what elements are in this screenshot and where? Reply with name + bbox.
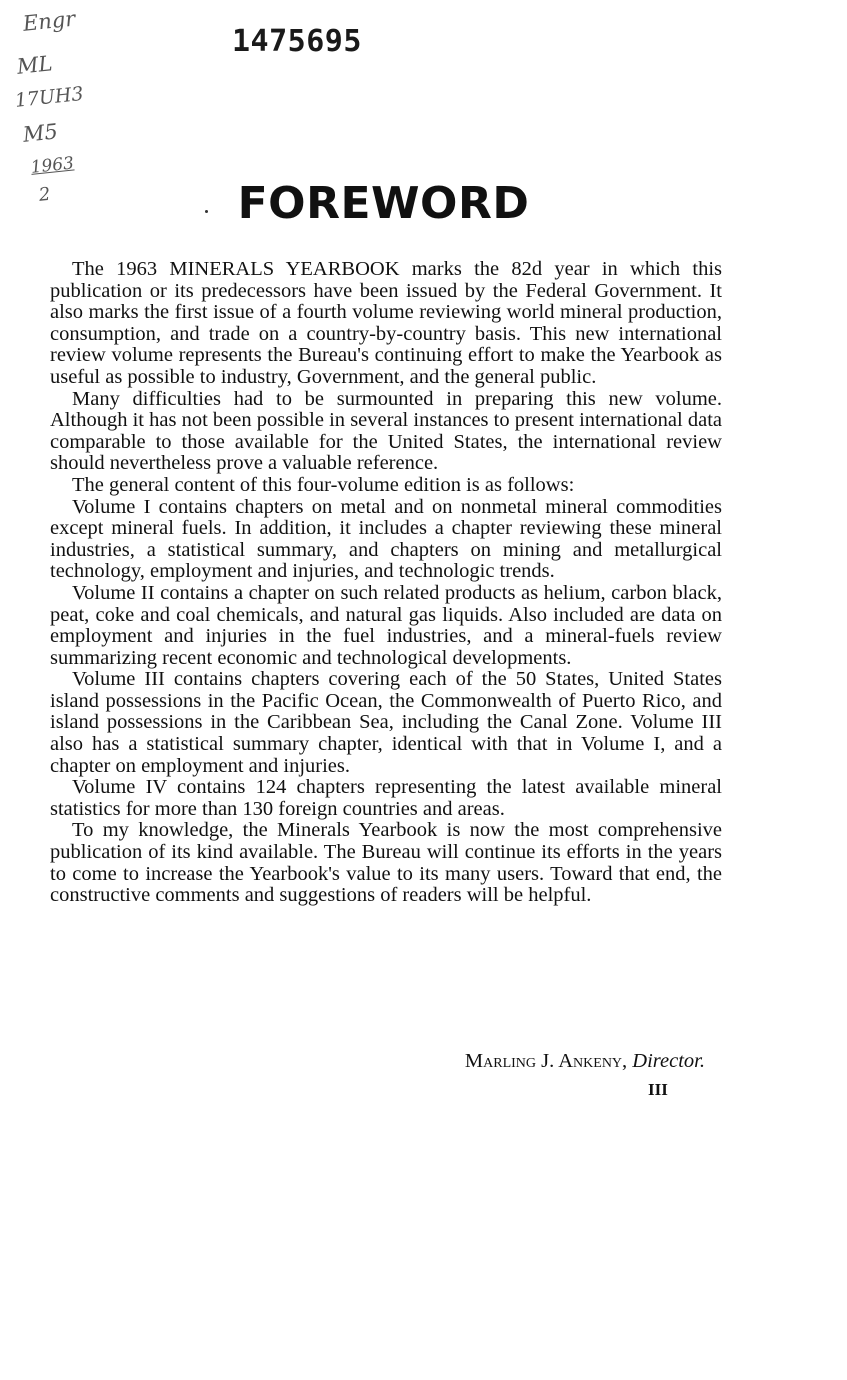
- margin-note: 2: [37, 183, 52, 206]
- accession-number: 1475695: [232, 24, 362, 59]
- paragraph: Volume IV contains 124 chapters representing the latest available mineral statistics for more than 130 foreign countries and areas.: [50, 776, 722, 820]
- signatory-title: Director.: [632, 1050, 705, 1072]
- signatory-name: Marling J. Ankeny,: [464, 1050, 628, 1072]
- margin-note: M5: [21, 119, 59, 147]
- paragraph: Volume I contains chapters on metal and on nonmetal mineral commodities except mineral fuels. In addition, it includes a chapter reviewing these mineral industries, a statistical summary, and chapters on mining and metallurgical technology, employment and injuries, and technologic trends.: [50, 495, 722, 583]
- margin-note: 1963: [29, 153, 75, 178]
- margin-note: Engr: [21, 6, 77, 36]
- page-number: III: [648, 1080, 668, 1099]
- paragraph: Volume III contains chapters covering each of the 50 States, United States island possessions in the Pacific Ocean, the Commonwealth of Puerto Rico, and island possessions in the Caribbean Sea, including the Canal Zone. Volume III also has a statistical summary chapter, identical with that in Volume I, and a chapter on employment and injuries.: [50, 668, 722, 777]
- signature: [465, 1050, 705, 1073]
- margin-note: ML: [15, 51, 54, 79]
- foreword-body: [50, 259, 722, 907]
- paragraph: The 1963 MINERALS YEARBOOK marks the 82d year in which this publication or its predecessors have been issued by the Federal Government. It also marks the first issue of a fourth volume reviewing world mineral production, consumption, and trade on a country-by-country basis. This new international review volume represents the Bureau's continuing effort to make the Yearbook as useful as possible to industry, Government, and the general public.: [50, 258, 722, 388]
- handwritten-margin-notes: [13, 6, 134, 206]
- margin-note: 17UH3: [13, 82, 85, 112]
- paragraph: To my knowledge, the Minerals Yearbook is now the most comprehensive publication of its kind available. The Bureau will continue its efforts in the years to come to increase the Yearbook's value to its many users. Toward that end, the constructive comments and suggestions of readers will be helpful.: [50, 819, 722, 907]
- paragraph: Many difficulties had to be surmounted in preparing this new volume. Although it has not been possible in several instances to present international data comparable to those available for the United States, the international review should nevertheless prove a valuable reference.: [50, 387, 722, 475]
- page-title: FOREWORD: [237, 178, 530, 229]
- paragraph: Volume II contains a chapter on such related products as helium, carbon black, peat, coke and coal chemicals, and natural gas liquids. Also included are data on employment and injuries in the fuel industries, and a mineral-fuels review summarizing recent economic and technological developments.: [50, 581, 722, 669]
- paragraph: The general content of this four-volume edition is as follows:: [72, 473, 575, 496]
